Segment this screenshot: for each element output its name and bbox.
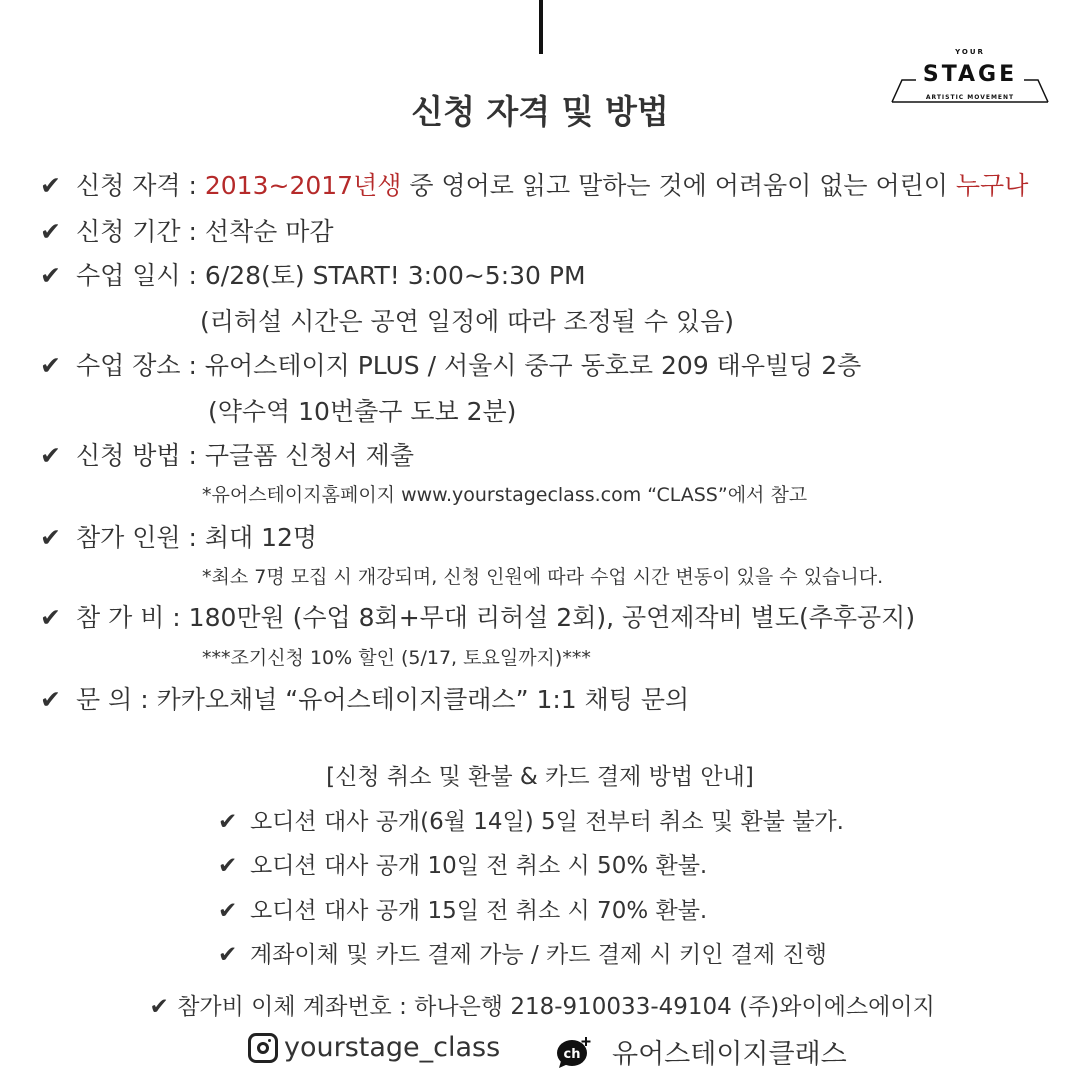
check-icon: ✔ xyxy=(218,898,238,924)
fee-row xyxy=(40,598,915,634)
check-icon: ✔ xyxy=(40,261,61,290)
instagram-icon xyxy=(248,1033,278,1063)
kakao-channel-icon-text: ch xyxy=(563,1046,581,1062)
logo-tagline-text: ARTISTIC MOVEMENT xyxy=(925,94,1015,101)
schedule-label: 수업 일시 : xyxy=(76,261,205,290)
qualification-row xyxy=(40,166,1028,202)
kakao-channel-icon xyxy=(556,1035,592,1069)
page-title: 신청 자격 및 방법 xyxy=(411,92,669,131)
capacity-text: 최대 12명 xyxy=(204,523,318,552)
inquiry-text: 카카오채널 “유어스테이지클래스” 1:1 채팅 문의 xyxy=(156,685,690,714)
method-label: 신청 방법 : xyxy=(76,441,205,470)
method-text: 구글폼 신청서 제출 xyxy=(204,441,414,470)
refund-item xyxy=(218,936,827,969)
refund-item xyxy=(218,803,844,836)
method-note: *유어스테이지홈페이지 www.yourstageclass.com “CLASS”에서 참고 xyxy=(202,484,808,506)
refund-item-text: 오디션 대사 공개 15일 전 취소 시 70% 환불. xyxy=(250,898,708,924)
inquiry-label: 문 의 : xyxy=(76,685,157,714)
check-icon: ✔ xyxy=(218,809,238,835)
check-icon: ✔ xyxy=(40,351,61,380)
check-icon: ✔ xyxy=(40,603,61,632)
bank-account-line xyxy=(0,988,1080,1021)
period-text: 선착순 마감 xyxy=(204,217,334,246)
refund-item xyxy=(218,847,707,880)
top-divider-line xyxy=(539,0,543,54)
instagram-handle: yourstage_class xyxy=(284,1032,501,1063)
fee-note: ***조기신청 10% 할인 (5/17, 토요일까지)*** xyxy=(202,647,591,669)
logo-stage-text: STAGE xyxy=(922,62,1018,87)
place-label: 수업 장소 : xyxy=(76,351,205,380)
bank-account-text: 참가비 이체 계좌번호 : 하나은행 218-910033-49104 (주)와이에스에이지 xyxy=(177,994,935,1020)
kakao-channel-link[interactable] xyxy=(556,1032,847,1071)
refund-heading: [신청 취소 및 환불 & 카드 결제 방법 안내] xyxy=(326,764,754,790)
check-icon: ✔ xyxy=(40,171,61,200)
fee-label: 참 가 비 : xyxy=(76,603,189,632)
schedule-row xyxy=(40,256,586,292)
place-row xyxy=(40,346,861,382)
capacity-row xyxy=(40,518,317,554)
qualification-birth-years: 2013~2017년생 xyxy=(204,171,402,200)
inquiry-row xyxy=(40,680,689,716)
logo-your-text: YOUR xyxy=(955,48,985,56)
check-icon: ✔ xyxy=(40,685,61,714)
refund-item-text: 오디션 대사 공개 10일 전 취소 시 50% 환불. xyxy=(250,853,708,879)
check-icon: ✔ xyxy=(40,523,61,552)
check-icon: ✔ xyxy=(218,853,238,879)
period-row xyxy=(40,212,334,248)
fee-text: 180만원 (수업 8회+무대 리허설 2회), 공연제작비 별도(추후공지) xyxy=(188,603,916,632)
check-icon: ✔ xyxy=(149,994,169,1020)
place-sub-text: (약수역 10번출구 도보 2분) xyxy=(208,397,517,426)
refund-item-text: 계좌이체 및 카드 결제 가능 / 카드 결제 시 키인 결제 진행 xyxy=(250,942,827,968)
schedule-text: 6/28(토) START! 3:00~5:30 PM xyxy=(204,261,586,290)
check-icon: ✔ xyxy=(218,942,238,968)
kakao-channel-name: 유어스테이지클래스 xyxy=(612,1039,847,1070)
refund-item-text: 오디션 대사 공개(6월 14일) 5일 전부터 취소 및 환불 불가. xyxy=(250,809,844,835)
place-text: 유어스테이지 PLUS / 서울시 중구 동호로 209 태우빌딩 2층 xyxy=(204,351,862,380)
qualification-anyone: 누구나 xyxy=(955,171,1029,200)
qualification-text: 중 영어로 읽고 말하는 것에 어려움이 없는 어린이 xyxy=(401,171,956,200)
refund-item xyxy=(218,892,707,925)
period-label: 신청 기간 : xyxy=(76,217,205,246)
method-row xyxy=(40,436,414,472)
schedule-sub-text: (리허설 시간은 공연 일정에 따라 조정될 수 있음) xyxy=(200,307,734,336)
instagram-link[interactable] xyxy=(248,1032,500,1063)
capacity-label: 참가 인원 : xyxy=(76,523,205,552)
qualification-label: 신청 자격 : xyxy=(76,171,205,200)
capacity-note: *최소 7명 모집 시 개강되며, 신청 인원에 따라 수업 시간 변동이 있을 수 있습니다. xyxy=(202,566,884,588)
check-icon: ✔ xyxy=(40,217,61,246)
check-icon: ✔ xyxy=(40,441,61,470)
